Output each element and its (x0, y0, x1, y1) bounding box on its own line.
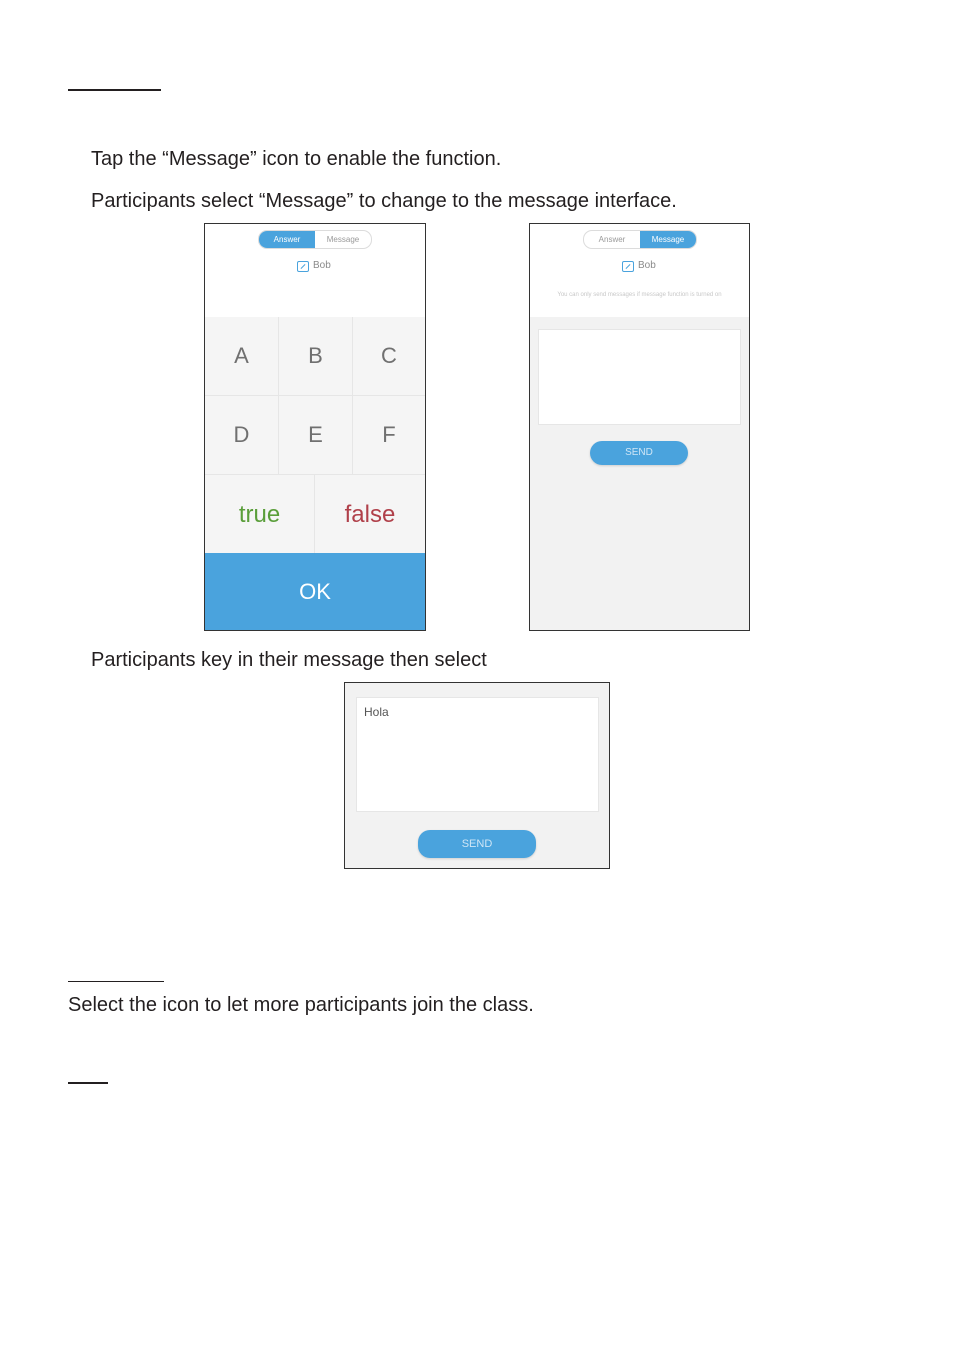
key-d[interactable]: D (205, 396, 279, 475)
mode-switch (583, 230, 697, 249)
heading-rule-3 (68, 1082, 108, 1084)
answer-keypad (205, 317, 425, 553)
key-c[interactable]: C (353, 317, 425, 396)
user-label (622, 259, 656, 273)
heading-rule-2 (68, 981, 164, 982)
answer-screen (204, 223, 426, 631)
edit-icon[interactable] (622, 261, 634, 272)
send-screen (344, 682, 610, 869)
instruction-key-in-message: Participants key in their message then select (91, 649, 487, 671)
key-f[interactable]: F (353, 396, 425, 475)
key-e[interactable]: E (279, 396, 353, 475)
tab-answer[interactable]: Answer (598, 235, 626, 244)
mode-switch (258, 230, 372, 249)
user-name: Bob (638, 260, 656, 271)
heading-rule-1 (68, 89, 161, 91)
message-screen (529, 223, 750, 631)
key-b[interactable]: B (279, 317, 353, 396)
tab-message[interactable]: Message (640, 231, 696, 248)
send-button[interactable]: SEND (590, 441, 688, 465)
message-screen-header (530, 224, 749, 318)
answer-screen-header (205, 224, 425, 318)
instruction-tap-message: Tap the “Message” icon to enable the function. (91, 148, 502, 170)
key-a[interactable]: A (205, 317, 279, 396)
user-name: Bob (313, 260, 331, 271)
key-false[interactable]: false (344, 501, 396, 528)
user-label (297, 259, 331, 273)
key-true[interactable]: true (205, 475, 315, 555)
instruction-select-message: Participants select “Message” to change to the message interface. (91, 190, 677, 212)
message-input[interactable] (538, 329, 741, 425)
instruction-invite: Select the icon to let more participants join the class. (68, 994, 534, 1016)
tab-answer[interactable]: Answer (259, 231, 315, 248)
message-input[interactable]: Hola (356, 697, 599, 812)
ok-button[interactable]: OK (205, 553, 425, 630)
edit-icon[interactable] (297, 261, 309, 272)
message-body (530, 317, 749, 630)
message-hint: You can only send messages if message function is turned on (557, 292, 722, 298)
tab-message[interactable]: Message (326, 235, 360, 244)
send-button[interactable]: SEND (418, 830, 536, 858)
